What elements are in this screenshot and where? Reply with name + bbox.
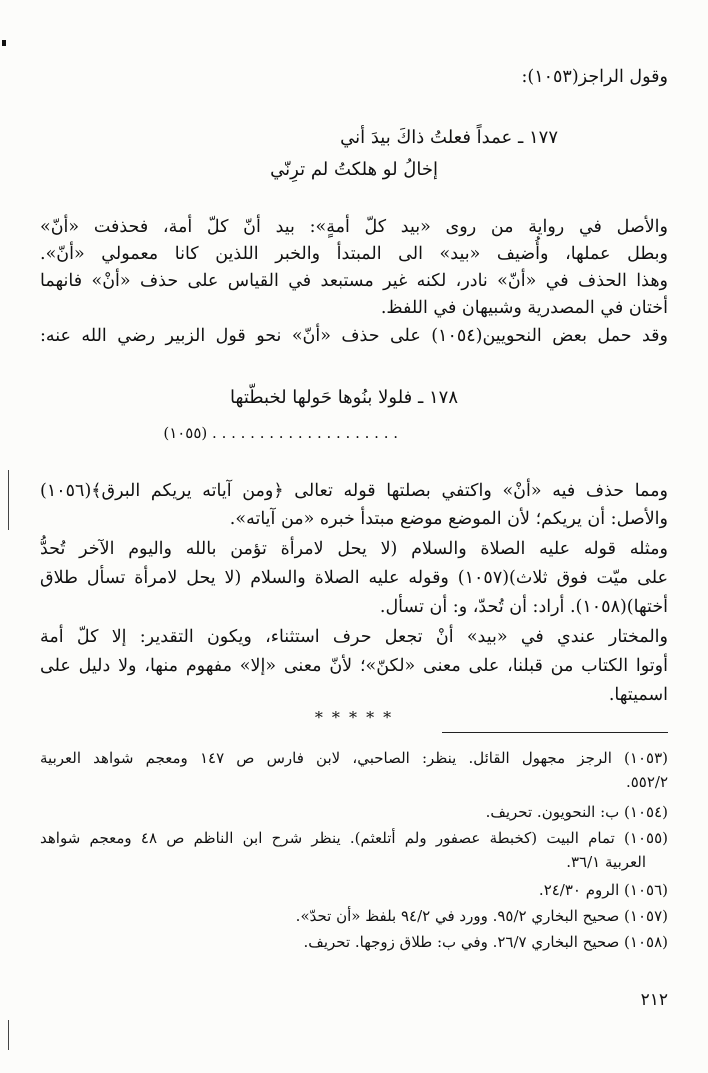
page-edge-line xyxy=(8,470,9,530)
verse-178-ellipsis: . . . . . . . . . . . . . . . . . . . . (١٠٥٥) xyxy=(163,424,398,442)
page-number: ٢١٢ xyxy=(640,990,668,1010)
paragraph-line: أختان في المصدرية وشبيهان في اللفظ. xyxy=(380,298,668,318)
paragraph-line: ومثله قوله عليه الصلاة والسلام (لا يحل لامرأة تؤمن بالله واليوم الآخر تُحدُّ xyxy=(40,539,668,559)
paragraph-line: وبطل عملها، وأُضيف «بيد» الى المبتدأ والخبر اللذين كانا معمولي «أنّ». xyxy=(40,244,668,264)
paragraph-line: وهذا الحذف في «أنّ» نادر، لكنه غير مستبعد في القياس على حذف «أنْ» فانهما xyxy=(40,271,668,291)
page-edge-mark xyxy=(2,40,6,46)
paragraph-line: أوتوا الكتاب من قبلنا، على معنى «لكنّ»؛ لأنّ معنى «إلا» مفهوم منها، ولا دليل على xyxy=(40,656,668,676)
footnote-rule xyxy=(442,732,668,733)
verse-177-first-hemistich: ١٧٧ ـ عمداً فعلتُ ذاكَ بيدَ أني xyxy=(340,127,558,148)
paragraph-line: اسميتها. xyxy=(608,685,668,705)
footnote-line: (١٠٥٨) صحيح البخاري ٢٦/٧. وفي ب: طلاق زوجها. تحريف. xyxy=(303,933,668,951)
footnote-line: (١٠٥٣) الرجز مجهول القائل. ينظر: الصاحبي، لابن فارس ص ١٤٧ ومعجم شواهد العربية xyxy=(40,749,668,767)
footnote-line: (١٠٥٤) ب: النحويون. تحريف. xyxy=(485,803,668,821)
verse-177-second-hemistich: إخالُ لو هلكتُ لم ترِنّي xyxy=(270,159,438,180)
footnote-line: (١٠٥٧) صحيح البخاري ٩٥/٢. وورد في ٩٤/٢ بلفظ «أن تحدّ». xyxy=(295,907,668,925)
paragraph-line: والأصل في رواية من روى «بيد كلّ أمةٍ»: بيد أنّ كلّ أمة، فحذفت «أنّ» xyxy=(40,217,668,237)
page-edge-line xyxy=(8,1020,9,1050)
footnote-line: (١٠٥٦) الروم ٢٤/٣٠. xyxy=(538,881,668,899)
footnote-line: ٥٥٢/٢. xyxy=(625,773,668,791)
footnote-line: العربية ٣٦/١. xyxy=(566,853,646,871)
verse-178: ١٧٨ ـ فلولا بنُوها حَولها لخبطّتها xyxy=(230,387,458,408)
footnote-line: (١٠٥٥) تمام البيت (كخبطة عصفور ولم أتلعثم). ينظر شرح ابن الناظم ص ٤٨ ومعجم شواهد xyxy=(40,829,668,847)
paragraph-line: على ميّت فوق ثلاث)(١٠٥٧) وقوله عليه الصلاة والسلام (لا يحل لامرأة تسأل طلاق xyxy=(40,568,669,588)
paragraph-line: وقد حمل بعض النحويين(١٠٥٤) على حذف «أنّ» نحو قول الزبير رضي الله عنه: xyxy=(40,326,668,346)
section-separator-stars: * * * * * xyxy=(314,708,394,727)
paragraph-line: والأصل: أن يريكم؛ لأن الموضع موضع مبتدأ خبره «من آياته». xyxy=(229,509,668,529)
paragraph-line: ومما حذف فيه «أنْ» واكتفي بصلتها قوله تعالى ﴿ومن آياته يريكم البرق﴾(١٠٥٦) xyxy=(40,481,668,501)
paragraph-line: أختها)(١٠٥٨). أراد: أن تُحدّ، و: أن تسأل. xyxy=(379,597,668,617)
book-page xyxy=(40,0,668,1073)
intro-line: وقول الراجز(١٠٥٣): xyxy=(521,67,668,87)
paragraph-line: والمختار عندي في «بيد» أنْ تجعل حرف استثناء، ويكون التقدير: إلا كلّ أمة xyxy=(40,627,668,647)
